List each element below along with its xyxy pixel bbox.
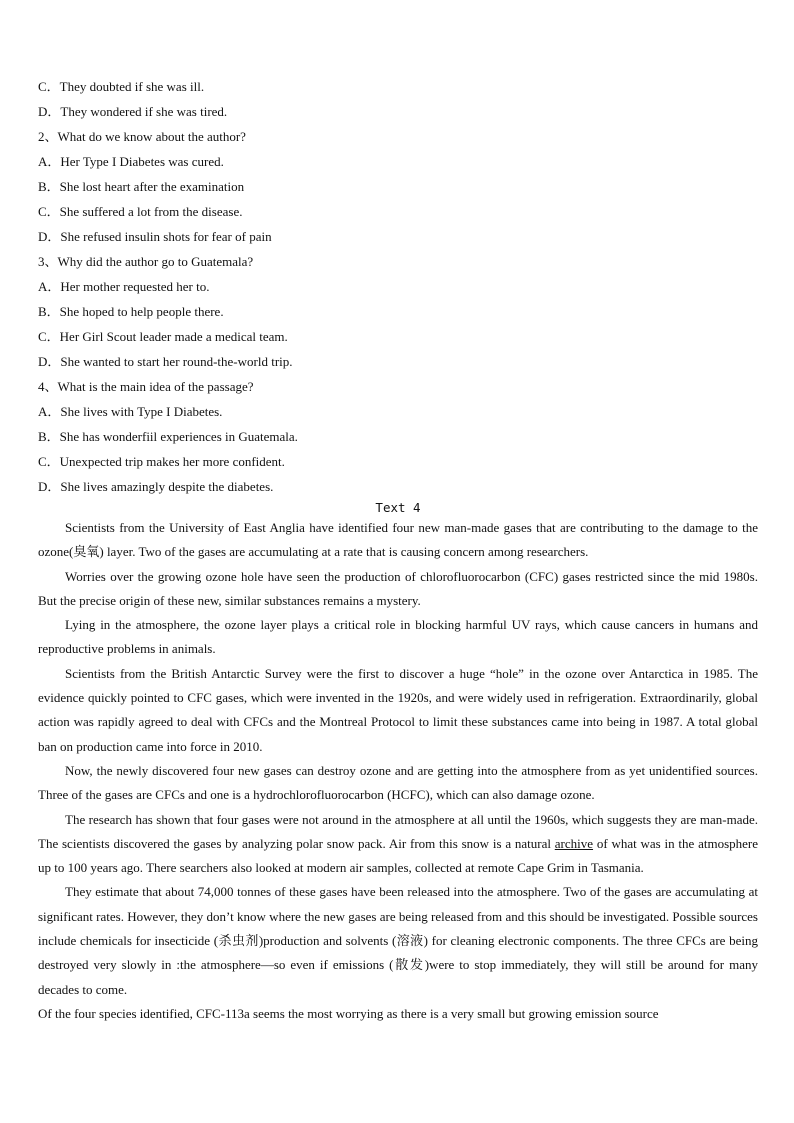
question-stem: 4、What is the main idea of the passage? bbox=[38, 379, 254, 394]
option-a: A．Her Type I Diabetes was cured. bbox=[38, 154, 224, 169]
paragraph: Scientists from the University of East Anglia have identified four new man-made gases that are contributing to the damage to the ozone(臭氧) layer. Two of the gases are accumulating at a rate that is causing concern among researchers. bbox=[38, 520, 758, 560]
exam-page bbox=[38, 74, 758, 1026]
option-d: D．She lives amazingly despite the diabetes. bbox=[38, 479, 274, 494]
paragraph: Scientists from the British Antarctic Survey were the first to discover a huge “hole” in the ozone over Antarctica in 1985. The evidence quickly pointed to CFC gases, which were invented in the 1920s, and were widely used in refrigeration. Extraordinarily, global action was rapidly agreed to deal with CFCs and the Montreal Protocol to limit these substances came into being in 1987. A total global ban on production came into force in 2010. bbox=[38, 665, 758, 754]
option-b: B．She has wonderfiil experiences in Guatemala. bbox=[38, 429, 298, 444]
question-3 bbox=[38, 249, 758, 374]
option-d: D．She wanted to start her round-the-world trip. bbox=[38, 354, 293, 369]
question-4 bbox=[38, 374, 758, 499]
paragraph bbox=[38, 808, 758, 881]
option-d: D．She refused insulin shots for fear of pain bbox=[38, 229, 272, 244]
option-c: C．Unexpected trip makes her more confident. bbox=[38, 454, 285, 469]
question-stem: 3、Why did the author go to Guatemala? bbox=[38, 254, 254, 269]
passage-title: Text 4 bbox=[375, 500, 421, 515]
question-2 bbox=[38, 124, 758, 249]
option-c: C．Her Girl Scout leader made a medical team. bbox=[38, 329, 288, 344]
paragraph: Now, the newly discovered four new gases can destroy ozone and are getting into the atmosphere from as yet unidentified sources. Three of the gases are CFCs and one is a hydrochlorofluorocarbon (HCFC), which can also damage ozone. bbox=[38, 762, 758, 803]
option-a: A．Her mother requested her to. bbox=[38, 279, 210, 294]
question-1-options bbox=[38, 74, 758, 124]
paragraph-text: The research has shown that four gases were not around in the atmosphere at all until the 1960s, which suggests they are man-made. The scientists discovered the gases by analyzing polar snow pack. Air from this snow is a natural bbox=[38, 811, 758, 851]
option-a: A．She lives with Type I Diabetes. bbox=[38, 404, 223, 419]
paragraph: They estimate that about 74,000 tonnes of these gases have been released into the atmosphere. Two of the gases are accumulating at significant rates. However, they don’t know where the new gases are being released from and this should be investigated. Possible sources include chemicals for insecticide (杀虫剂)production and solvents (溶液) for cleaning electronic components. The three CFCs are being destroyed very slowly in :the atmosphere—so even if emissions (散发)were to stop immediately, they will still be around for many decades to come. bbox=[38, 884, 758, 997]
paragraph: Of the four species identified, CFC-113a seems the most worrying as there is a very small but growing emission source bbox=[38, 1005, 659, 1021]
option-c: C．They doubted if she was ill. bbox=[38, 79, 205, 94]
paragraph: Worries over the growing ozone hole have seen the production of chlorofluorocarbon (CFC) gases restricted since the mid 1980s. But the precise origin of these new, similar substances remains a mystery. bbox=[38, 568, 758, 608]
option-b: B．She lost heart after the examination bbox=[38, 179, 245, 194]
option-d: D．They wondered if she was tired. bbox=[38, 104, 228, 119]
underlined-word: archive bbox=[554, 835, 594, 851]
passage-body bbox=[38, 516, 758, 1026]
option-b: B．She hoped to help people there. bbox=[38, 304, 224, 319]
paragraph: Lying in the atmosphere, the ozone layer plays a critical role in blocking harmful UV rays, which cause cancers in humans and reproductive problems in animals. bbox=[38, 617, 758, 657]
option-c: C．She suffered a lot from the disease. bbox=[38, 204, 243, 219]
paragraph-text: of what was in the atmosphere up to 100 years ago. There searchers also looked at modern air samples, collected at remote Cape Grim in Tasmania. bbox=[38, 835, 758, 876]
question-stem: 2、What do we know about the author? bbox=[38, 129, 246, 144]
